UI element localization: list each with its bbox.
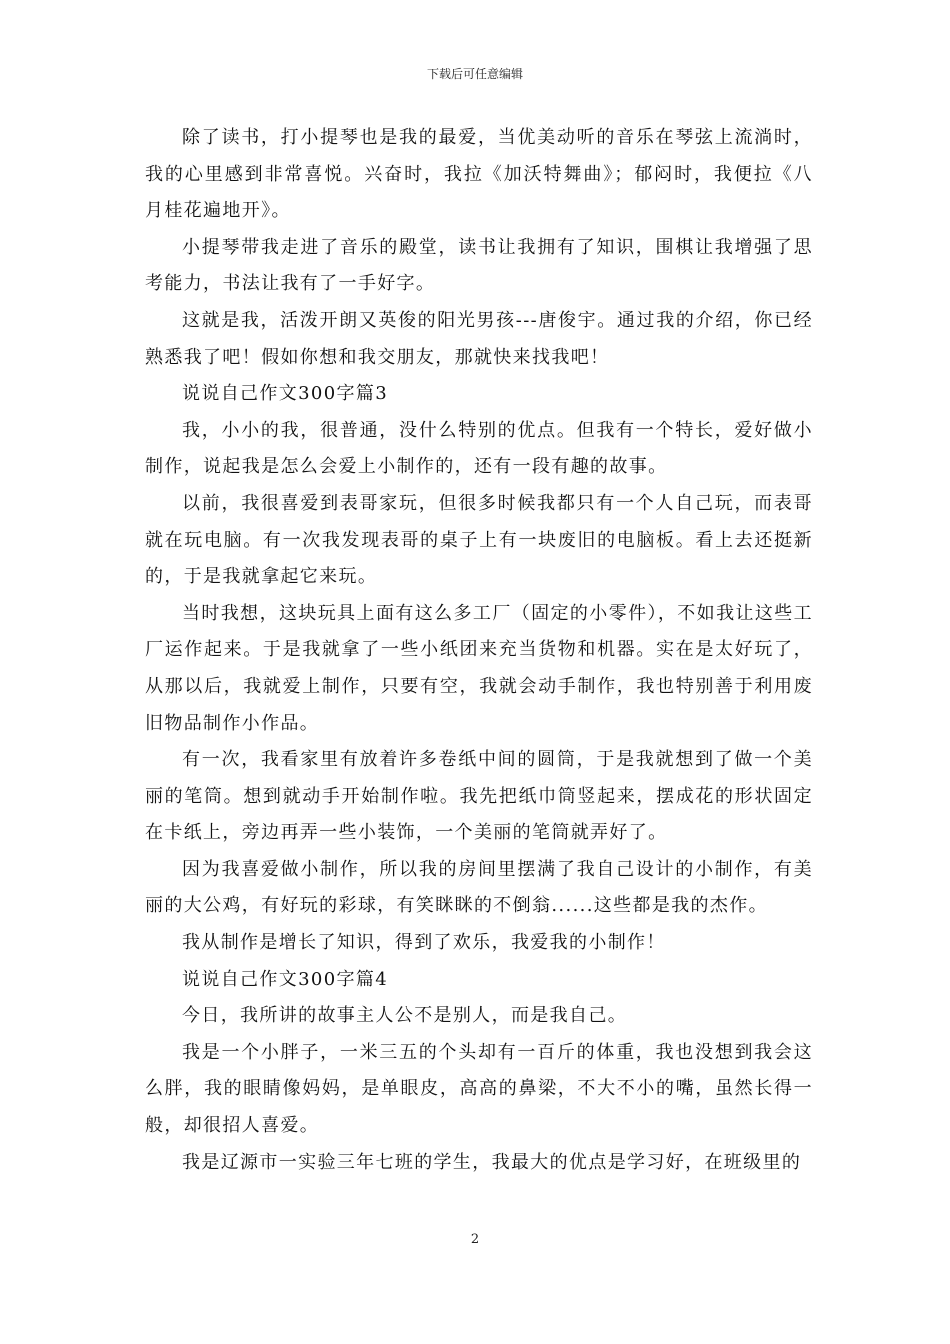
document-body (145, 120, 813, 1181)
paragraph-6: 当时我想，这块玩具上面有这么多工厂（固定的小零件），不如我让这些工厂运作起来。于是我就拿了一些小纸团来充当货物和机器。实在是太好玩了，从那以后，我就爱上制作，只要有空，我就会动手制作，我也特别善于利用废旧物品制作小作品。 (145, 602, 813, 734)
paragraph-9: 我从制作是增长了知识，得到了欢乐，我爱我的小制作！ (182, 932, 666, 954)
paragraph-12: 我是辽源市一实验三年七班的学生，我最大的优点是学习好，在班级里的 (182, 1151, 802, 1173)
page-number: 2 (470, 1232, 480, 1247)
paragraph-3: 这就是我，活泼开朗又英俊的阳光男孩---唐俊宇。通过我的介绍，你已经熟悉我了吧！假如你想和我交朋友，那就快来找我吧！ (145, 309, 813, 368)
paragraph-1: 除了读书，打小提琴也是我的最爱，当优美动听的音乐在琴弦上流淌时，我的心里感到非常喜悦。兴奋时，我拉《加沃特舞曲》；郁闷时，我便拉《八月桂花遍地开》。 (145, 127, 813, 222)
paragraph-2: 小提琴带我走进了音乐的殿堂，读书让我拥有了知识，围棋让我增强了思考能力，书法让我有了一手好字。 (145, 236, 813, 295)
section-heading-3: 说说自己作文300字篇3 (182, 383, 389, 405)
section-heading-4: 说说自己作文300字篇4 (182, 968, 389, 990)
paragraph-4: 我，小小的我，很普通，没什么特别的优点。但我有一个特长，爱好做小制作，说起我是怎么会爱上小制作的，还有一段有趣的故事。 (145, 419, 813, 478)
paragraph-11: 我是一个小胖子，一米三五的个头却有一百斤的体重，我也没想到我会这么胖，我的眼睛像妈妈，是单眼皮，高高的鼻梁，不大不小的嘴，虽然长得一般，却很招人喜爱。 (145, 1041, 813, 1137)
paragraph-5: 以前，我很喜爱到表哥家玩，但很多时候我都只有一个人自己玩，而表哥就在玩电脑。有一次我发现表哥的桌子上有一块废旧的电脑板。看上去还挺新的，于是我就拿起它来玩。 (145, 492, 813, 588)
paragraph-8: 因为我喜爱做小制作，所以我的房间里摆满了我自己设计的小制作，有美丽的大公鸡，有好玩的彩球，有笑眯眯的不倒翁......这些都是我的杰作。 (145, 858, 813, 917)
paragraph-7: 有一次，我看家里有放着许多卷纸中间的圆筒，于是我就想到了做一个美丽的笔筒。想到就动手开始制作啦。我先把纸巾筒竖起来，摆成花的形状固定在卡纸上，旁边再弄一些小装饰，一个美丽的笔筒就弄好了。 (145, 749, 813, 844)
paragraph-10: 今日，我所讲的故事主人公不是别人，而是我自己。 (182, 1005, 628, 1027)
page-header: 下载后可任意编辑 (426, 67, 523, 81)
